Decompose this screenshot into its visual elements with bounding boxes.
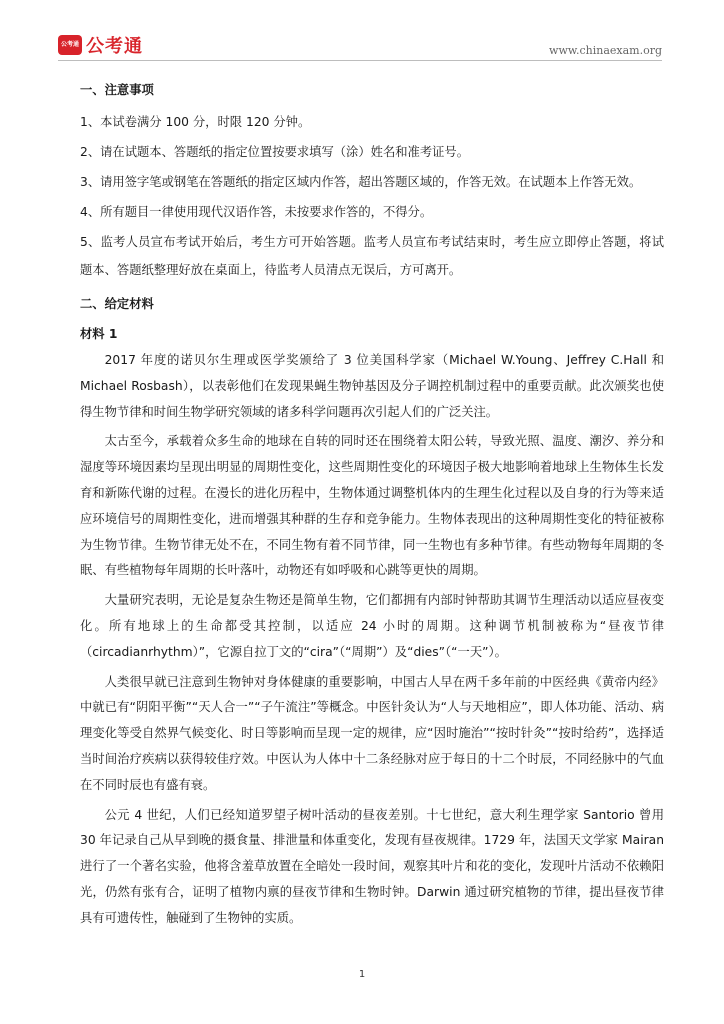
material-paragraph: 人类很早就已注意到生物钟对身体健康的重要影响，中国古人早在两千多年前的中医经典《黄帝内经》中就已有“阴阳平衡”“天人合一”“子午流注”等概念。中医针灸认为“人与天地相应”，即人体功能、活动、病理变化等受自然界气候变化、时日等影响而呈现一定的规律，应“因时施治”“按时针灸”“按时给药”，选择适当时间治疗疾病以获得较佳疗效。中医认为人体中十二条经脉对应于每日的十二个时辰，不同经脉中的气血在不同时辰也有盛有衰。	[80, 674, 664, 792]
note-item: 3、请用签字笔或钢笔在答题纸的指定区域内作答，超出答题区域的，作答无效。在试题本上作答无效。	[80, 175, 642, 189]
note-item: 1、本试卷满分 100 分，时限 120 分钟。	[80, 115, 311, 129]
note-item: 4、所有题目一律使用现代汉语作答，未按要求作答的，不得分。	[80, 205, 433, 219]
material-paragraph: 大量研究表明，无论是复杂生物还是简单生物，它们都拥有内部时钟帮助其调节生理活动以适应昼夜变化。所有地球上的生命都受其控制，以适应 24 小时的周期。这种调节机制被称为“昼夜节律（circadianrhythm）”，它源自拉丁文的“cira”（“周期”）及“dies”（“一天”）。	[80, 593, 664, 659]
material-paragraph: 公元 4 世纪，人们已经知道罗望子树叶活动的昼夜差别。十七世纪，意大利生理学家 Santorio 曾用 30 年记录自己从早到晚的摄食量、排泄量和体重变化，发现有昼夜规律。1729 年，法国天文学家 Mairan 进行了一个著名实验，他将含羞草放置在全暗处一段时间，观察其叶片和花的变化，发现叶片活动不依赖阳光，仍然有张有合，证明了植物内禀的昼夜节律和生物时钟。Darwin 通过研究植物的节律，提出昼夜节律具有可遗传性，触碰到了生物钟的实质。	[80, 807, 664, 925]
material-paragraph: 太古至今，承载着众多生命的地球在自转的同时还在围绕着太阳公转，导致光照、温度、潮汐、养分和湿度等环境因素均呈现出明显的周期性变化，这些周期性变化的环境因子极大地影响着地球上生物体生长发育和新陈代谢的过程。在漫长的进化历程中，生物体通过调整机体内的生理生化过程以及自身的行为等来适应环境信号的周期性变化，进而增强其种群的生存和竞争能力。生物体表现出的这种周期性变化的特征被称为生物节律。生物节律无处不在，不同生物有着不同节律，同一生物也有多种节律。有些动物每年周期的冬眠、有些植物每年周期的长叶落叶，动物还有如呼吸和心跳等更快的周期。	[80, 434, 664, 578]
material-paragraph: 2017 年度的诺贝尔生理或医学奖颁给了 3 位美国科学家（Michael W.Young、Jeffrey C.Hall 和 Michael Rosbash），以表彰他们在发现果蝇生物钟基因及分子调控机制过程中的重要贡献。此次颁奖也使得生物节律和时间生物学研究领域的诸多科学问题再次引起人们的广泛关注。	[80, 353, 664, 419]
note-item: 5、监考人员宣布考试开始后，考生方可开始答题。监考人员宣布考试结束时，考生应立即停止答题，将试题本、答题纸整理好放在桌面上，待监考人员清点无误后，方可离开。	[80, 235, 664, 277]
logo-badge-icon: 公考通	[58, 35, 82, 55]
site-url[interactable]: www.chinaexam.org	[549, 44, 662, 57]
page-header	[0, 0, 724, 64]
section-title-notes: 一、注意事项	[80, 83, 154, 97]
header-divider	[58, 60, 662, 61]
document-body	[80, 78, 664, 932]
page-number: 1	[358, 969, 366, 980]
site-logo[interactable]	[58, 34, 143, 56]
material-title: 材料 1	[80, 327, 118, 341]
note-item: 2、请在试题本、答题纸的指定位置按要求填写（涂）姓名和准考证号。	[80, 145, 470, 159]
logo-text: 公考通	[86, 36, 143, 57]
section-title-materials: 二、给定材料	[80, 297, 154, 311]
